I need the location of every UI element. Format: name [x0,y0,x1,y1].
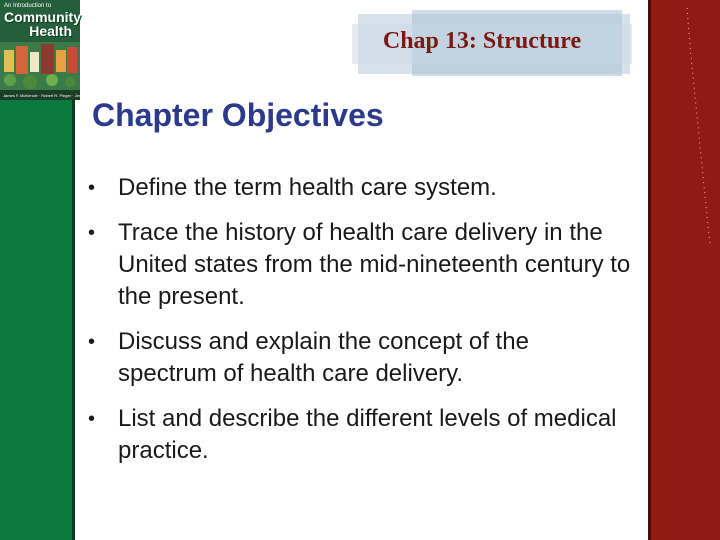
bullet-icon: • [88,222,96,244]
book-cover-image [0,0,108,100]
bullet-icon: • [88,408,96,430]
bullet-icon: • [88,331,96,353]
list-item [88,403,632,467]
decorative-dotted-line [684,6,714,246]
right-bar-edge [648,0,651,540]
objective-text: Discuss and explain the concept of the spectrum of health care delivery. [118,328,529,387]
cover-title [4,3,81,39]
objective-text: Define the term health care system. [118,174,497,201]
cover-title-line2: Health [29,23,72,39]
objectives-list [88,172,632,480]
chapter-header-title: Chap 13: Structure [382,28,582,54]
cover-authors: James F. McKenzie · Robert R. Pinger · Jerome E. Kotecki [3,93,108,98]
list-item [88,172,632,204]
cover-title-line1: Community [4,9,81,25]
objective-text: Trace the history of health care delivery in the United states from the mid-nineteenth century to the present. [118,219,631,310]
slide-title: Chapter Objectives [92,97,384,133]
list-item [88,326,632,390]
list-item [88,217,632,313]
bullet-icon: • [88,177,96,199]
objective-text: List and describe the different levels of medical practice. [118,405,617,464]
cover-subtitle: An Introduction to [4,3,52,9]
